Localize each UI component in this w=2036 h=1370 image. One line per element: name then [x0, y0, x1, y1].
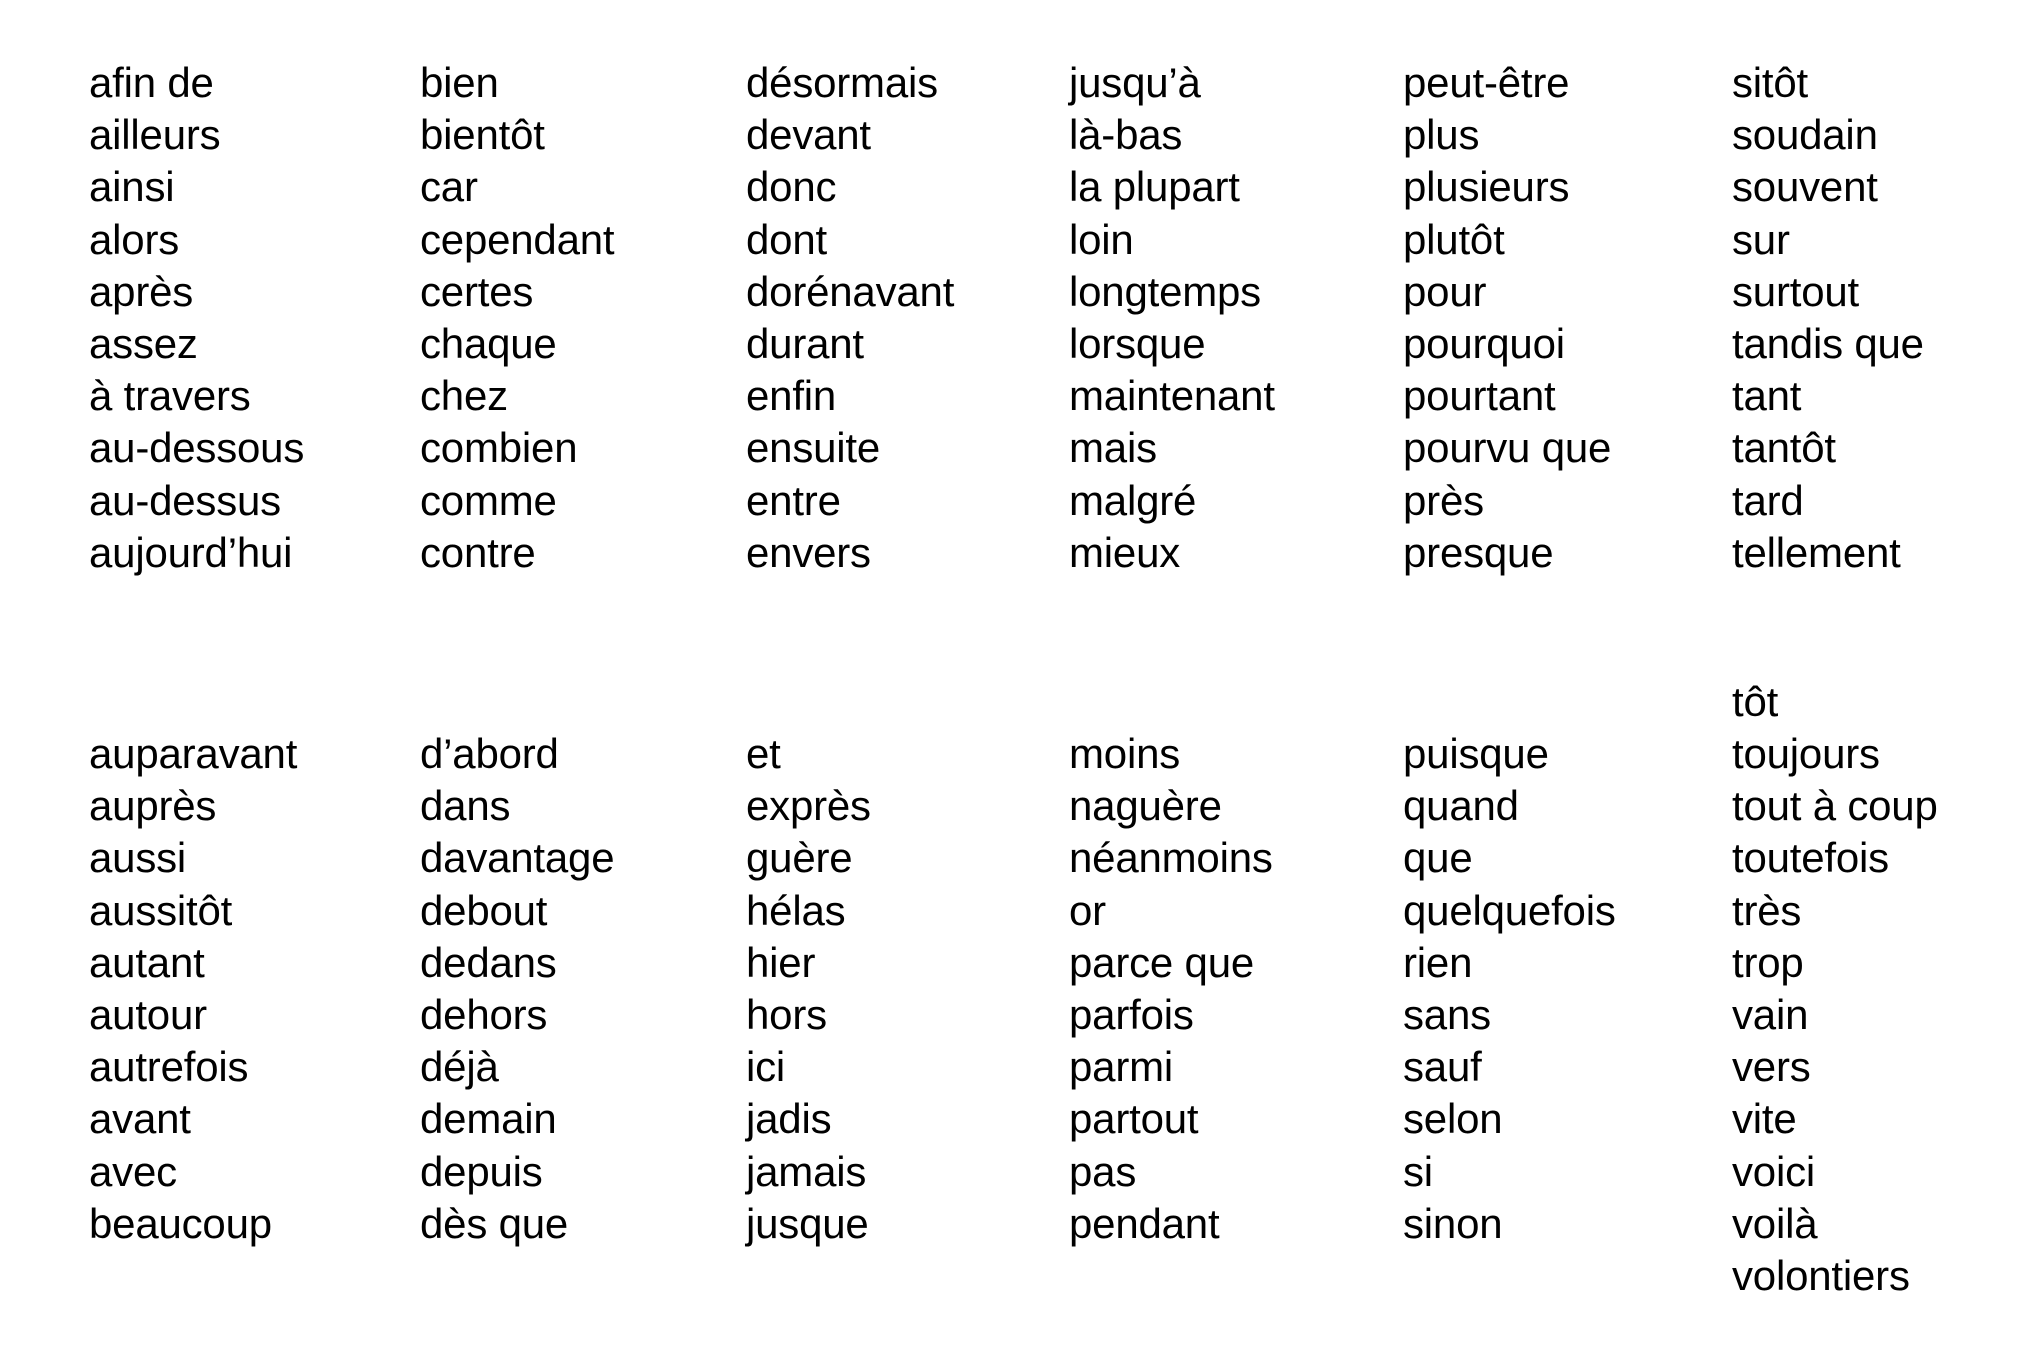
word-item: beaucoup: [89, 1199, 272, 1247]
word-item: afin de: [89, 59, 214, 106]
word-item: jamais: [746, 1147, 867, 1195]
word-item: pourquoi: [1403, 319, 1565, 367]
word-column: [1403, 728, 1616, 1250]
word-item: et: [746, 730, 781, 777]
word-item: plutôt: [1403, 215, 1505, 263]
word-item: surtout: [1732, 267, 1859, 315]
word-item: jusque: [746, 1199, 869, 1247]
word-item: trop: [1732, 938, 1804, 986]
word-column: [420, 728, 614, 1250]
word-item: tout à coup: [1732, 782, 1938, 830]
word-item: hier: [746, 938, 816, 986]
word-item: vain: [1732, 990, 1809, 1038]
word-item: demain: [420, 1095, 557, 1143]
word-item: si: [1403, 1147, 1433, 1195]
word-item: jusqu’à: [1069, 59, 1201, 106]
word-item: dans: [420, 782, 511, 830]
word-item: combien: [420, 424, 578, 472]
word-item: aujourd’hui: [89, 528, 293, 576]
word-item: lorsque: [1069, 319, 1206, 367]
word-item: parfois: [1069, 990, 1194, 1038]
word-item: selon: [1403, 1095, 1503, 1143]
word-column: [89, 57, 304, 579]
word-item: plus: [1403, 111, 1480, 159]
word-item: autour: [89, 990, 207, 1038]
word-item: bien: [420, 59, 499, 106]
word-item: d’abord: [420, 730, 559, 777]
word-item: parmi: [1069, 1043, 1174, 1091]
word-item: enfin: [746, 372, 837, 420]
word-item: autant: [89, 938, 205, 986]
word-item: chez: [420, 372, 508, 420]
word-column: [1732, 57, 1924, 579]
word-column: [89, 728, 297, 1250]
word-item: loin: [1069, 215, 1134, 263]
word-item: presque: [1403, 528, 1554, 576]
word-item: partout: [1069, 1095, 1199, 1143]
word-item: vers: [1732, 1043, 1811, 1091]
word-item: sinon: [1403, 1199, 1503, 1247]
word-item: mieux: [1069, 528, 1181, 576]
word-item: sur: [1732, 215, 1790, 263]
word-item: avec: [89, 1147, 177, 1195]
word-item: aussitôt: [89, 886, 233, 934]
word-item: durant: [746, 319, 864, 367]
word-column: [746, 728, 871, 1250]
word-item: pour: [1403, 267, 1487, 315]
word-item: au-dessous: [89, 424, 305, 472]
word-item: très: [1732, 886, 1802, 934]
word-column: [1069, 728, 1273, 1250]
word-item: là-bas: [1069, 111, 1183, 159]
word-item: tandis que: [1732, 319, 1924, 367]
word-item: quelquefois: [1403, 886, 1616, 934]
word-item: maintenant: [1069, 372, 1275, 420]
word-item: dorénavant: [746, 267, 955, 315]
word-item: comme: [420, 476, 557, 524]
word-item: or: [1069, 886, 1106, 934]
word-item: devant: [746, 111, 871, 159]
word-item: exprès: [746, 782, 871, 830]
word-item: chaque: [420, 319, 557, 367]
word-item: tantôt: [1732, 424, 1836, 472]
word-item: sitôt: [1732, 59, 1809, 106]
word-item: avant: [89, 1095, 191, 1143]
word-column: [746, 57, 954, 579]
word-item: bientôt: [420, 111, 545, 159]
word-item: quand: [1403, 782, 1519, 830]
word-item: jadis: [746, 1095, 832, 1143]
word-item: néanmoins: [1069, 834, 1273, 882]
word-item: dehors: [420, 990, 548, 1038]
word-item: après: [89, 267, 194, 315]
word-item: alors: [89, 215, 180, 263]
word-item: au-dessus: [89, 476, 281, 524]
word-item: auparavant: [89, 730, 298, 777]
word-item: entre: [746, 476, 841, 524]
word-item: déjà: [420, 1043, 499, 1091]
word-item: pendant: [1069, 1199, 1220, 1247]
word-item: ailleurs: [89, 111, 221, 159]
word-column: [1069, 57, 1275, 579]
word-item: moins: [1069, 730, 1181, 777]
word-item: debout: [420, 886, 548, 934]
word-item: guère: [746, 834, 853, 882]
word-item: puisque: [1403, 730, 1549, 777]
word-item: dont: [746, 215, 827, 263]
word-item: dedans: [420, 938, 557, 986]
word-item: tard: [1732, 476, 1804, 524]
word-item: souvent: [1732, 163, 1878, 211]
word-item: pourtant: [1403, 372, 1556, 420]
word-item: auprès: [89, 782, 217, 830]
word-column: [1403, 57, 1611, 579]
word-item: car: [420, 163, 478, 211]
word-item: soudain: [1732, 111, 1878, 159]
word-item: voilà: [1732, 1199, 1818, 1247]
word-item: pas: [1069, 1147, 1137, 1195]
word-item: plusieurs: [1403, 163, 1570, 211]
word-item: depuis: [420, 1147, 543, 1195]
word-item: volontiers: [1732, 1251, 1910, 1299]
word-item: pourvu que: [1403, 424, 1612, 472]
word-item: sans: [1403, 990, 1491, 1038]
word-item: cependant: [420, 215, 615, 263]
word-column: [420, 57, 614, 579]
word-item: envers: [746, 528, 871, 576]
word-item: hors: [746, 990, 827, 1038]
word-item: naguère: [1069, 782, 1222, 830]
word-item: toutefois: [1732, 834, 1889, 882]
word-item: autrefois: [89, 1043, 249, 1091]
word-item: contre: [420, 528, 536, 576]
word-item: ainsi: [89, 163, 175, 211]
word-item: ici: [746, 1043, 786, 1091]
word-item: la plupart: [1069, 163, 1240, 211]
word-item: peut-être: [1403, 59, 1570, 106]
word-item: désormais: [746, 59, 938, 106]
word-item: dès que: [420, 1199, 569, 1247]
word-item: aussi: [89, 834, 187, 882]
word-item: voici: [1732, 1147, 1816, 1195]
word-item: davantage: [420, 834, 615, 882]
word-item: près: [1403, 476, 1484, 524]
word-item: tôt: [1732, 677, 1779, 725]
word-item: toujours: [1732, 730, 1880, 777]
word-item: longtemps: [1069, 267, 1261, 315]
word-item: vite: [1732, 1095, 1797, 1143]
word-item: malgré: [1069, 476, 1197, 524]
word-item: hélas: [746, 886, 846, 934]
word-item: mais: [1069, 424, 1157, 472]
word-column: [1732, 676, 1938, 1302]
word-item: sauf: [1403, 1043, 1482, 1091]
word-item: à travers: [89, 372, 251, 420]
word-item: donc: [746, 163, 837, 211]
word-item: ensuite: [746, 424, 881, 472]
word-item: tant: [1732, 372, 1802, 420]
word-item: parce que: [1069, 938, 1255, 986]
word-item: que: [1403, 834, 1473, 882]
word-item: certes: [420, 267, 534, 315]
word-item: assez: [89, 319, 198, 367]
word-item: rien: [1403, 938, 1473, 986]
word-item: tellement: [1732, 528, 1901, 576]
